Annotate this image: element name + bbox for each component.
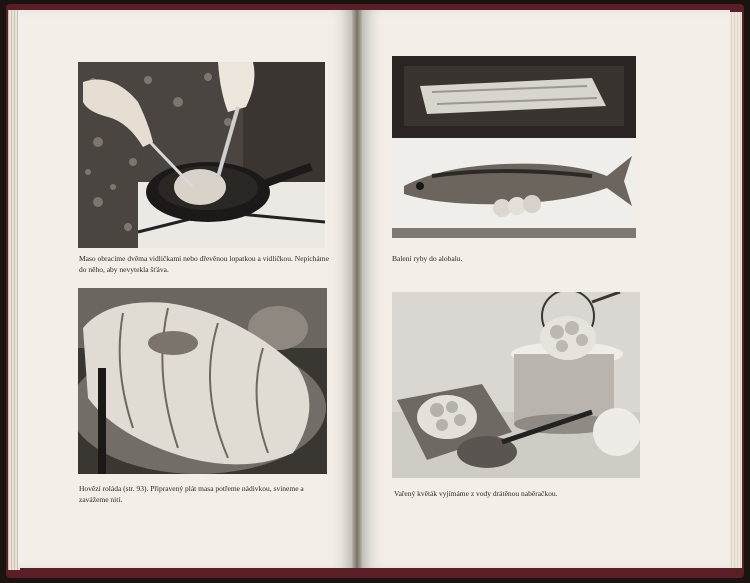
caption-pan-meat: Maso obracíme dvěma vidličkami nebo dřevěnou lopatkou a vidličkou. Nepícháme do něho, aby nevytekla šťáva. <box>79 254 329 274</box>
caption-cauliflower: Vařený květák vyjímáme z vody drátěnou naběračkou. <box>394 489 558 498</box>
caption-beef-roulade: Hovězí roláda (str. 93). Připravený plát masa potřeme nádivkou, svineme a zavážeme nití. <box>79 484 304 504</box>
cauliflower-strainer-photo <box>392 292 640 478</box>
caption-fish-foil: Balení ryby do alobalu. <box>392 254 463 263</box>
fish-in-foil-photo <box>392 56 636 238</box>
pan-with-meat-photo <box>78 62 325 248</box>
page-edges-right <box>728 12 742 568</box>
beef-roulade-photo <box>78 288 327 474</box>
book-gutter <box>352 10 362 568</box>
